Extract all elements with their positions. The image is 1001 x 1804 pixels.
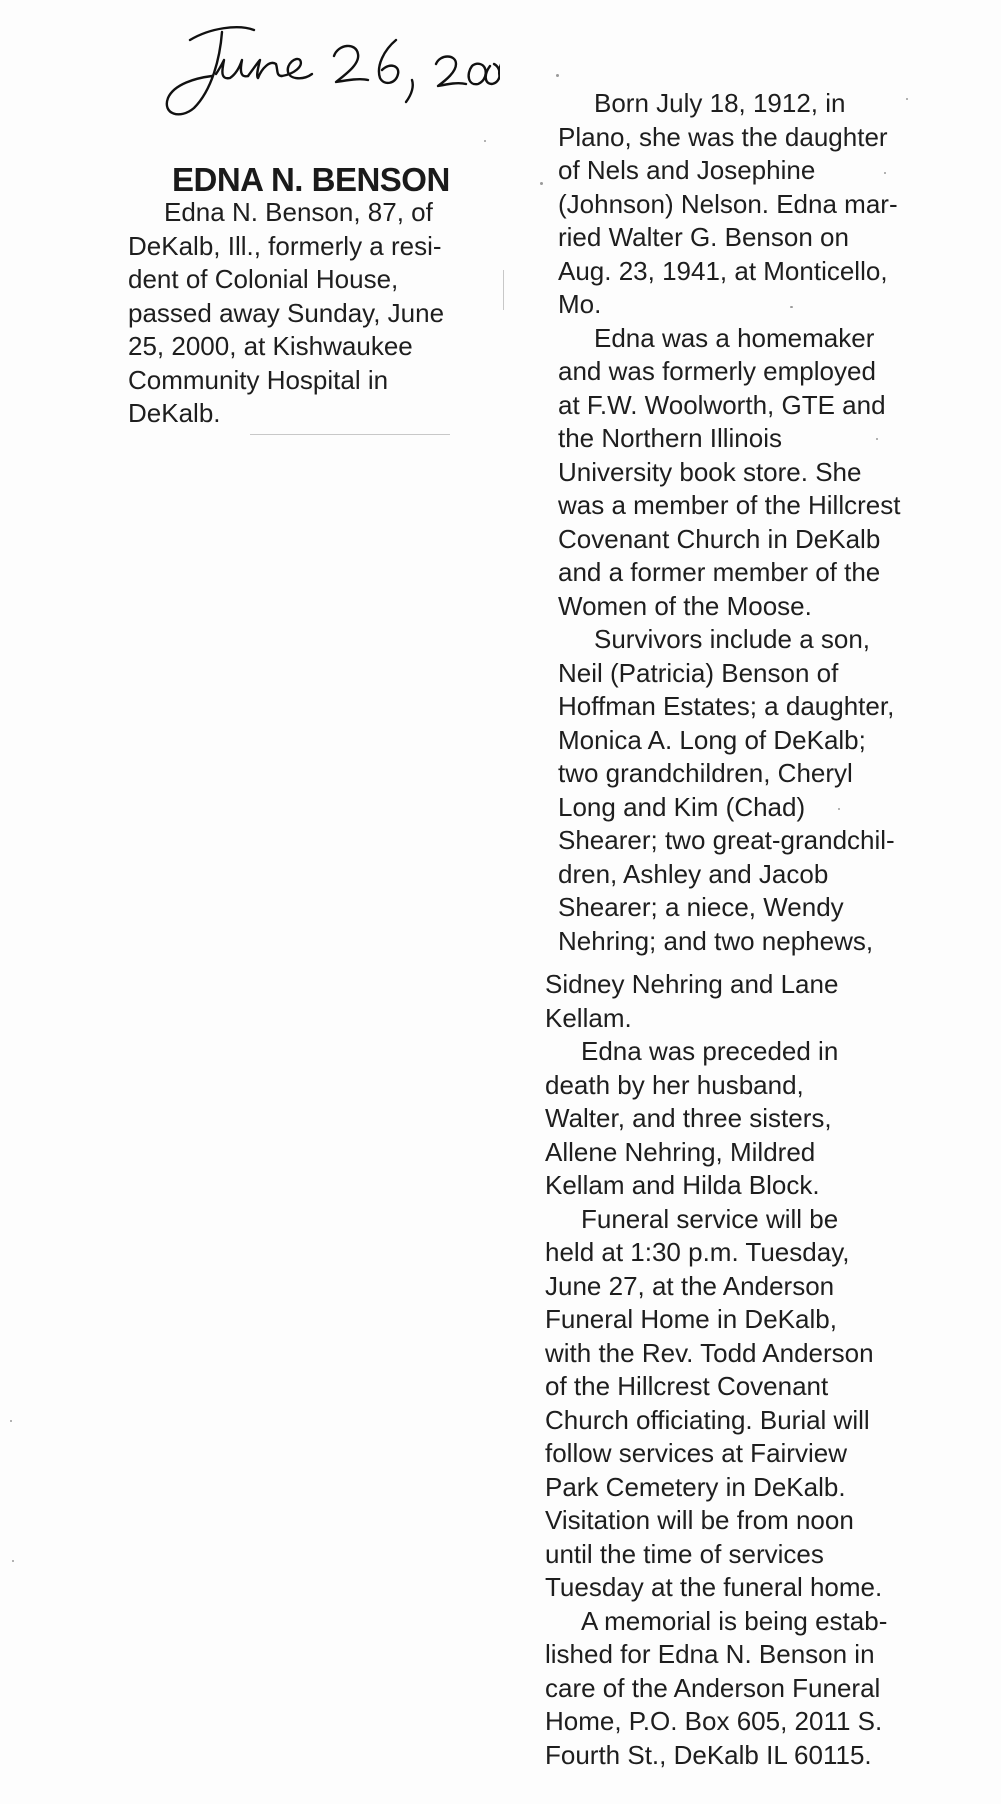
text-line: death by her husband, [545,1069,804,1100]
text-line: Allene Nehring, Mildred [545,1136,816,1167]
text-line: passed away Sunday, June [128,297,445,328]
scan-speck [556,74,559,77]
text-line: Sidney Nehring and Lane [545,969,839,999]
text-line: Kellam and Hilda Block. [545,1170,820,1200]
scan-speck [540,182,543,185]
scan-speck [484,140,486,142]
text-line: Church officiating. Burial will [545,1404,870,1435]
text-line: and a former member of the [558,557,881,587]
scan-speck [884,172,886,174]
text-line: at F.W. Woolworth, GTE and [558,389,886,420]
text-line: Edna was a homemaker [594,322,875,353]
text-line: Women of the Moose. [558,590,812,621]
text-line: Monica A. Long of DeKalb; [558,724,866,755]
text-line: was a member of the Hillcrest [558,490,901,520]
text-line: Kellam. [545,1002,632,1033]
text-line: A memorial is being estab- [581,1605,888,1636]
text-line: lished for Edna N. Benson in [545,1639,875,1669]
text-line: Edna N. Benson, 87, of [164,197,433,227]
text-line: Born July 18, 1912, in [594,88,846,118]
text-line: with the Rev. Todd Anderson [545,1337,874,1368]
obituary-right-column-upper [558,87,900,958]
obituary-left-column [128,196,444,431]
text-line: Community Hospital in [128,364,389,395]
text-line: Tuesday at the funeral home. [545,1572,883,1602]
text-line: follow services at Fairview [545,1438,847,1468]
text-line: Neil (Patricia) Benson of [558,657,839,688]
text-line: Survivors include a son, [594,624,871,654]
text-line: ried Walter G. Benson on [558,222,849,252]
text-line: held at 1:30 p.m. Tuesday, [545,1237,850,1267]
scan-speck [790,306,793,308]
text-line: Walter, and three sisters, [545,1103,832,1133]
text-line: Funeral Home in DeKalb, [545,1304,837,1334]
text-line: Mo. [558,289,602,319]
text-line: DeKalb, Ill., formerly a resi- [128,230,442,261]
text-line: of Nels and Josephine [558,155,816,185]
text-line: Plano, she was the daughter [558,121,888,152]
scan-speck [12,1560,14,1562]
text-line: June 27, at the Anderson [545,1270,835,1301]
obituary-right-column-lower [545,968,887,1772]
scan-speck [876,438,878,440]
text-line: Funeral service will be [581,1203,839,1234]
text-line: Hoffman Estates; a daughter, [558,691,895,721]
text-line: two grandchildren, Cheryl [558,758,853,788]
text-line: and was formerly employed [558,356,876,386]
text-line: DeKalb. [128,398,221,428]
text-line: University book store. She [558,456,862,487]
handwritten-date-annotation [150,18,500,123]
text-line: Park Cemetery in DeKalb. [545,1471,846,1502]
text-line: Shearer; a niece, Wendy [558,892,844,922]
scan-speck [10,1420,12,1422]
text-line: 25, 2000, at Kishwaukee [128,331,413,361]
text-line: (Johnson) Nelson. Edna mar- [558,188,898,219]
text-line: the Northern Illinois [558,423,782,453]
text-line: Fourth St., DeKalb IL 60115. [545,1739,872,1770]
text-line: until the time of services [545,1538,824,1569]
text-line: Shearer; two great-grandchil- [558,825,895,855]
scan-speck [906,98,908,100]
scan-speck [838,808,840,810]
text-line: Edna was preceded in [581,1036,839,1066]
scan-dash [503,270,504,310]
obituary-headline: EDNA N. BENSON [172,161,450,198]
text-line: care of the Anderson Funeral [545,1672,881,1703]
text-line: dent of Colonial House, [128,264,399,294]
text-line: Home, P.O. Box 605, 2011 S. [545,1706,883,1736]
text-line: Nehring; and two nephews, [558,925,874,956]
text-line: of the Hillcrest Covenant [545,1371,829,1401]
scan-dash [250,434,450,435]
text-line: Aug. 23, 1941, at Monticello, [558,255,888,286]
text-line: Covenant Church in DeKalb [558,523,881,554]
text-line: Visitation will be from noon [545,1505,854,1535]
text-line: Long and Kim (Chad) [558,791,806,822]
text-line: dren, Ashley and Jacob [558,858,829,889]
